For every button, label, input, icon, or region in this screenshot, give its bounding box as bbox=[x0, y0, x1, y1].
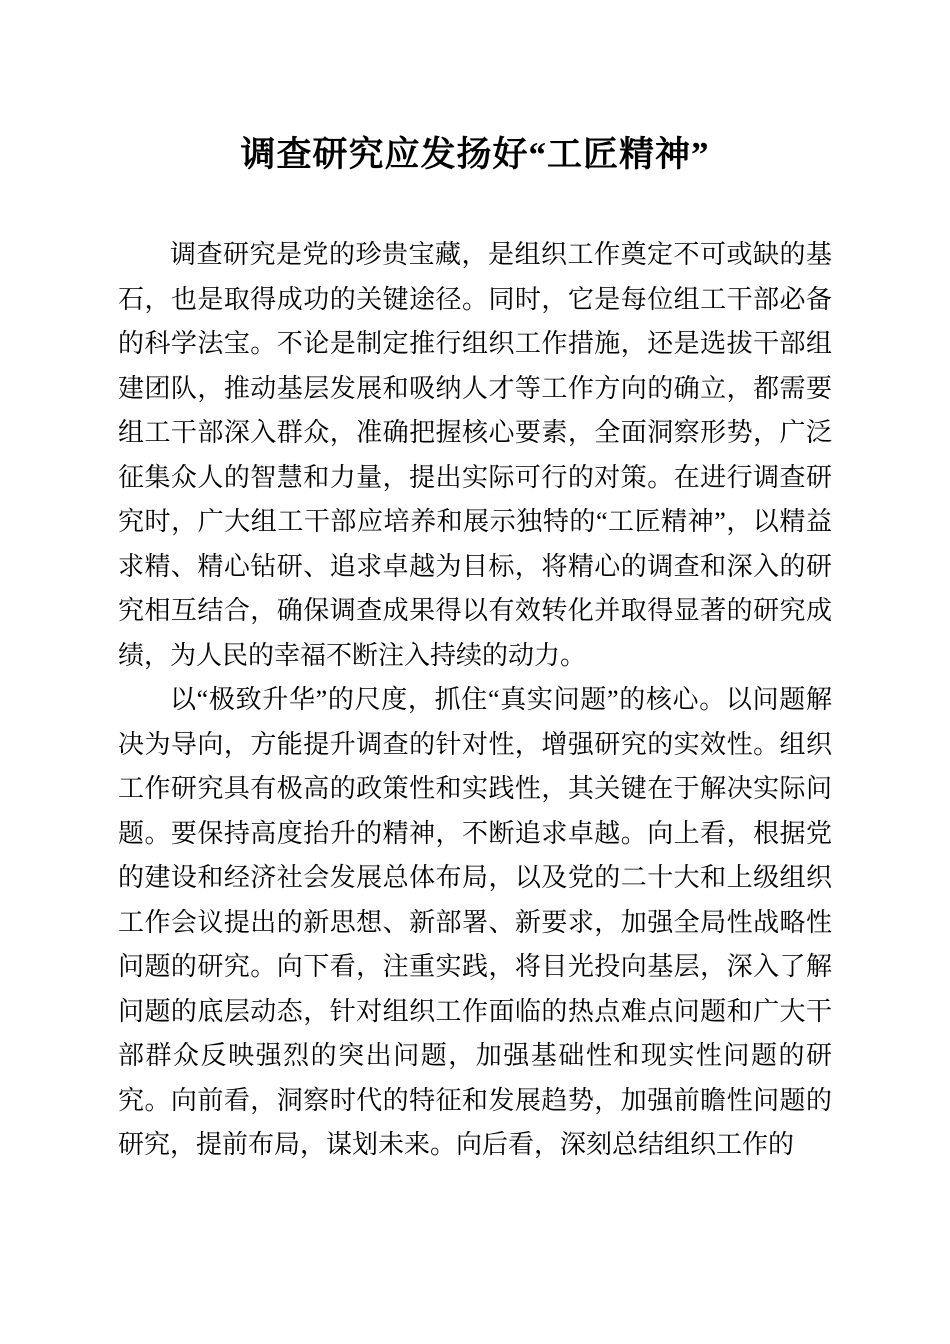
document-body bbox=[118, 233, 832, 1168]
document-title: 调查研究应发扬好“工匠精神” bbox=[240, 135, 710, 174]
paragraph-1: 调查研究是党的珍贵宝藏，是组织工作奠定不可或缺的基石，也是取得成功的关键途径。同时，它是每位组工干部必备的科学法宝。不论是制定推行组织工作措施，还是选拔干部组建团队，推动基层发展和吸纳人才等工作方向的确立，都需要组工干部深入群众，准确把握核心要素，全面洞察形势，广泛征集众人的智慧和力量，提出实际可行的对策。在进行调查研究时，广大组工干部应培养和展示独特的“工匠精神”，以精益求精、精心钻研、追求卓越为目标，将精心的调查和深入的研究相互结合，确保调查成果得以有效转化并取得显著的研究成绩，为人民的幸福不断注入持续的动力。 bbox=[118, 240, 832, 670]
paragraph-2: 以“极致升华”的尺度，抓住“真实问题”的核心。以问题解决为导向，方能提升调查的针对性，增强研究的实效性。组织工作研究具有极高的政策性和实践性，其关键在于解决实际问题。要保持高度抬升的精神，不断追求卓越。向上看，根据党的建设和经济社会发展总体布局，以及党的二十大和上级组织工作会议提出的新思想、新部署、新要求，加强全局性战略性问题的研究。向下看，注重实践，将目光投向基层，深入了解问题的底层动态，针对组织工作面临的热点难点问题和广大干部群众反映强烈的突出问题，加强基础性和现实性问题的研究。向前看，洞察时代的特征和发展趋势，加强前瞻性问题的研究，提前布局，谋划未来。向后看，深刻总结组织工作的 bbox=[118, 685, 832, 1159]
